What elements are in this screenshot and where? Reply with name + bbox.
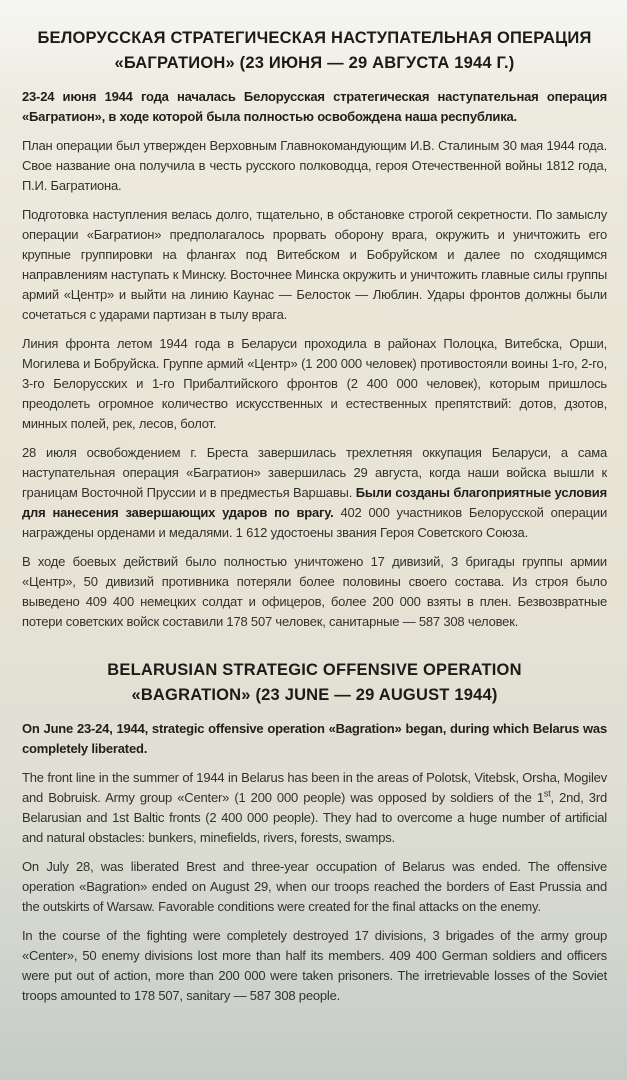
russian-section xyxy=(22,26,607,632)
russian-paragraph-iyul-bold: Были созданы благоприятные условия для нанесения завершающих ударов по врагу. xyxy=(22,485,607,520)
english-paragraph-july: On July 28, was liberated Brest and three-year occupation of Belarus was ended. The offensive operation «Bagration» ended on August 29, when our troops reached the borders of East Prussia and the outskirts of Warsaw. Favorable conditions were created for the final attacks on the enemy. xyxy=(22,859,607,914)
russian-paragraph-liniya-fronta: Линия фронта летом 1944 года в Беларуси проходила в районах Полоцка, Витебска, Орши, Могилева и Бобруйска. Группе армий «Центр» (1 200 000 человек) противостояли воины 1-го, 2-го, 3-го Белорусских и 1-го Прибалтийского фронтов (2 400 000 человек), которым пришлось преодолеть огромное количество искусственных и естественных препятствий: дотов, дзотов, минных полей, рек, лесов, болот. xyxy=(22,336,607,431)
russian-paragraph-iyul xyxy=(22,443,607,543)
english-title-line1: BELARUSIAN STRATEGIC OFFENSIVE OPERATION xyxy=(107,661,522,679)
russian-lead-paragraph: 23-24 июня 1944 года началась Белорусская стратегическая наступательная операция «Багратион», в ходе которой была полностью освобождена наша республика. xyxy=(22,89,607,124)
russian-title-line2: «БАГРАТИОН» (23 ИЮНЯ — 29 АВГУСТА 1944 Г.) xyxy=(114,54,515,72)
english-title-line2: «BAGRATION» (23 JUNE — 29 AUGUST 1944) xyxy=(131,686,498,704)
english-paragraph-results: In the course of the fighting were completely destroyed 17 divisions, 3 brigades of the army group «Center», 50 enemy divisions lost more than half its members. 409 400 German soldiers and officers were put out of action, more than 200 000 were taken prisoners. The irretrievable losses of the Soviet troops amounted to 178 507, sanitary — 587 308 people. xyxy=(22,928,607,1003)
english-section xyxy=(22,658,607,1006)
english-title xyxy=(22,658,607,708)
russian-paragraph-podgotovka: Подготовка наступления велась долго, тщательно, в обстановке строгой секретности. По замыслу операции «Багратион» предполагалось прорвать оборону врага, окружить и уничтожить его крупные группировки на флангах под Витебском и Бобруйском и далее по сходящимся направлениям наступать к Минску. Восточнее Минска окружить и уничтожить главные силы группы армий «Центр» и выйти на линию Каунас — Белосток — Люблин. Удары фронтов должны были сочетаться с ударами партизан в тылу врага. xyxy=(22,207,607,322)
english-paragraph-frontline-superscript: st xyxy=(543,788,551,799)
russian-title xyxy=(22,26,607,76)
russian-paragraph-iyul-text1: 28 июля освобождением г. Бреста завершилась трехлетняя оккупация Беларуси, а сама наступательная операция «Багратион» завершилась 29 августа, когда наши войска вышли к границам Восточной Пруссии и в предместья Варшавы. xyxy=(22,445,607,500)
russian-title-line1: БЕЛОРУССКАЯ СТРАТЕГИЧЕСКАЯ НАСТУПАТЕЛЬНАЯ ОПЕРАЦИЯ xyxy=(37,29,592,47)
russian-paragraph-iyul-text2: 402 000 участников Белорусской операции награждены орденами и медалями. 1 612 удостоены звания Героя Советского Союза. xyxy=(22,505,608,540)
russian-paragraph-itogi: В ходе боевых действий было полностью уничтожено 17 дивизий, 3 бригады группы армии «Центр», 50 дивизий противника потеряли более половины своего состава. Из строя было выведено 409 400 немецких солдат и офицеров, более 200 000 взяты в плен. Безвозвратные потери советских войск составили 178 507 человек, санитарные — 587 308 человек. xyxy=(22,554,607,629)
english-paragraph-frontline-text1: The front line in the summer of 1944 in Belarus has been in the areas of Polotsk, Vitebsk, Orsha, Mogilev and Bobruisk. Army group «Center» (1 200 000 people) was opposed by soldiers of the 1 xyxy=(22,770,607,805)
english-lead-paragraph: On June 23-24, 1944, strategic offensive operation «Bagration» began, during which Belarus was completely liberated. xyxy=(22,721,607,756)
russian-paragraph-plan: План операции был утвержден Верховным Главнокомандующим И.В. Сталиным 30 мая 1944 года. Свое название она получила в честь русского полководца, героя Отечественной войны 1812 года, П.И. Багратиона. xyxy=(22,138,607,193)
english-paragraph-frontline-text2: , 2nd, 3rd Belarusian and 1st Baltic fronts (2 400 000 people). They had to overcome a huge number of artificial and natural obstacles: bunkers, minefields, rivers, forests, swamps. xyxy=(22,790,607,845)
english-paragraph-frontline xyxy=(22,768,607,848)
